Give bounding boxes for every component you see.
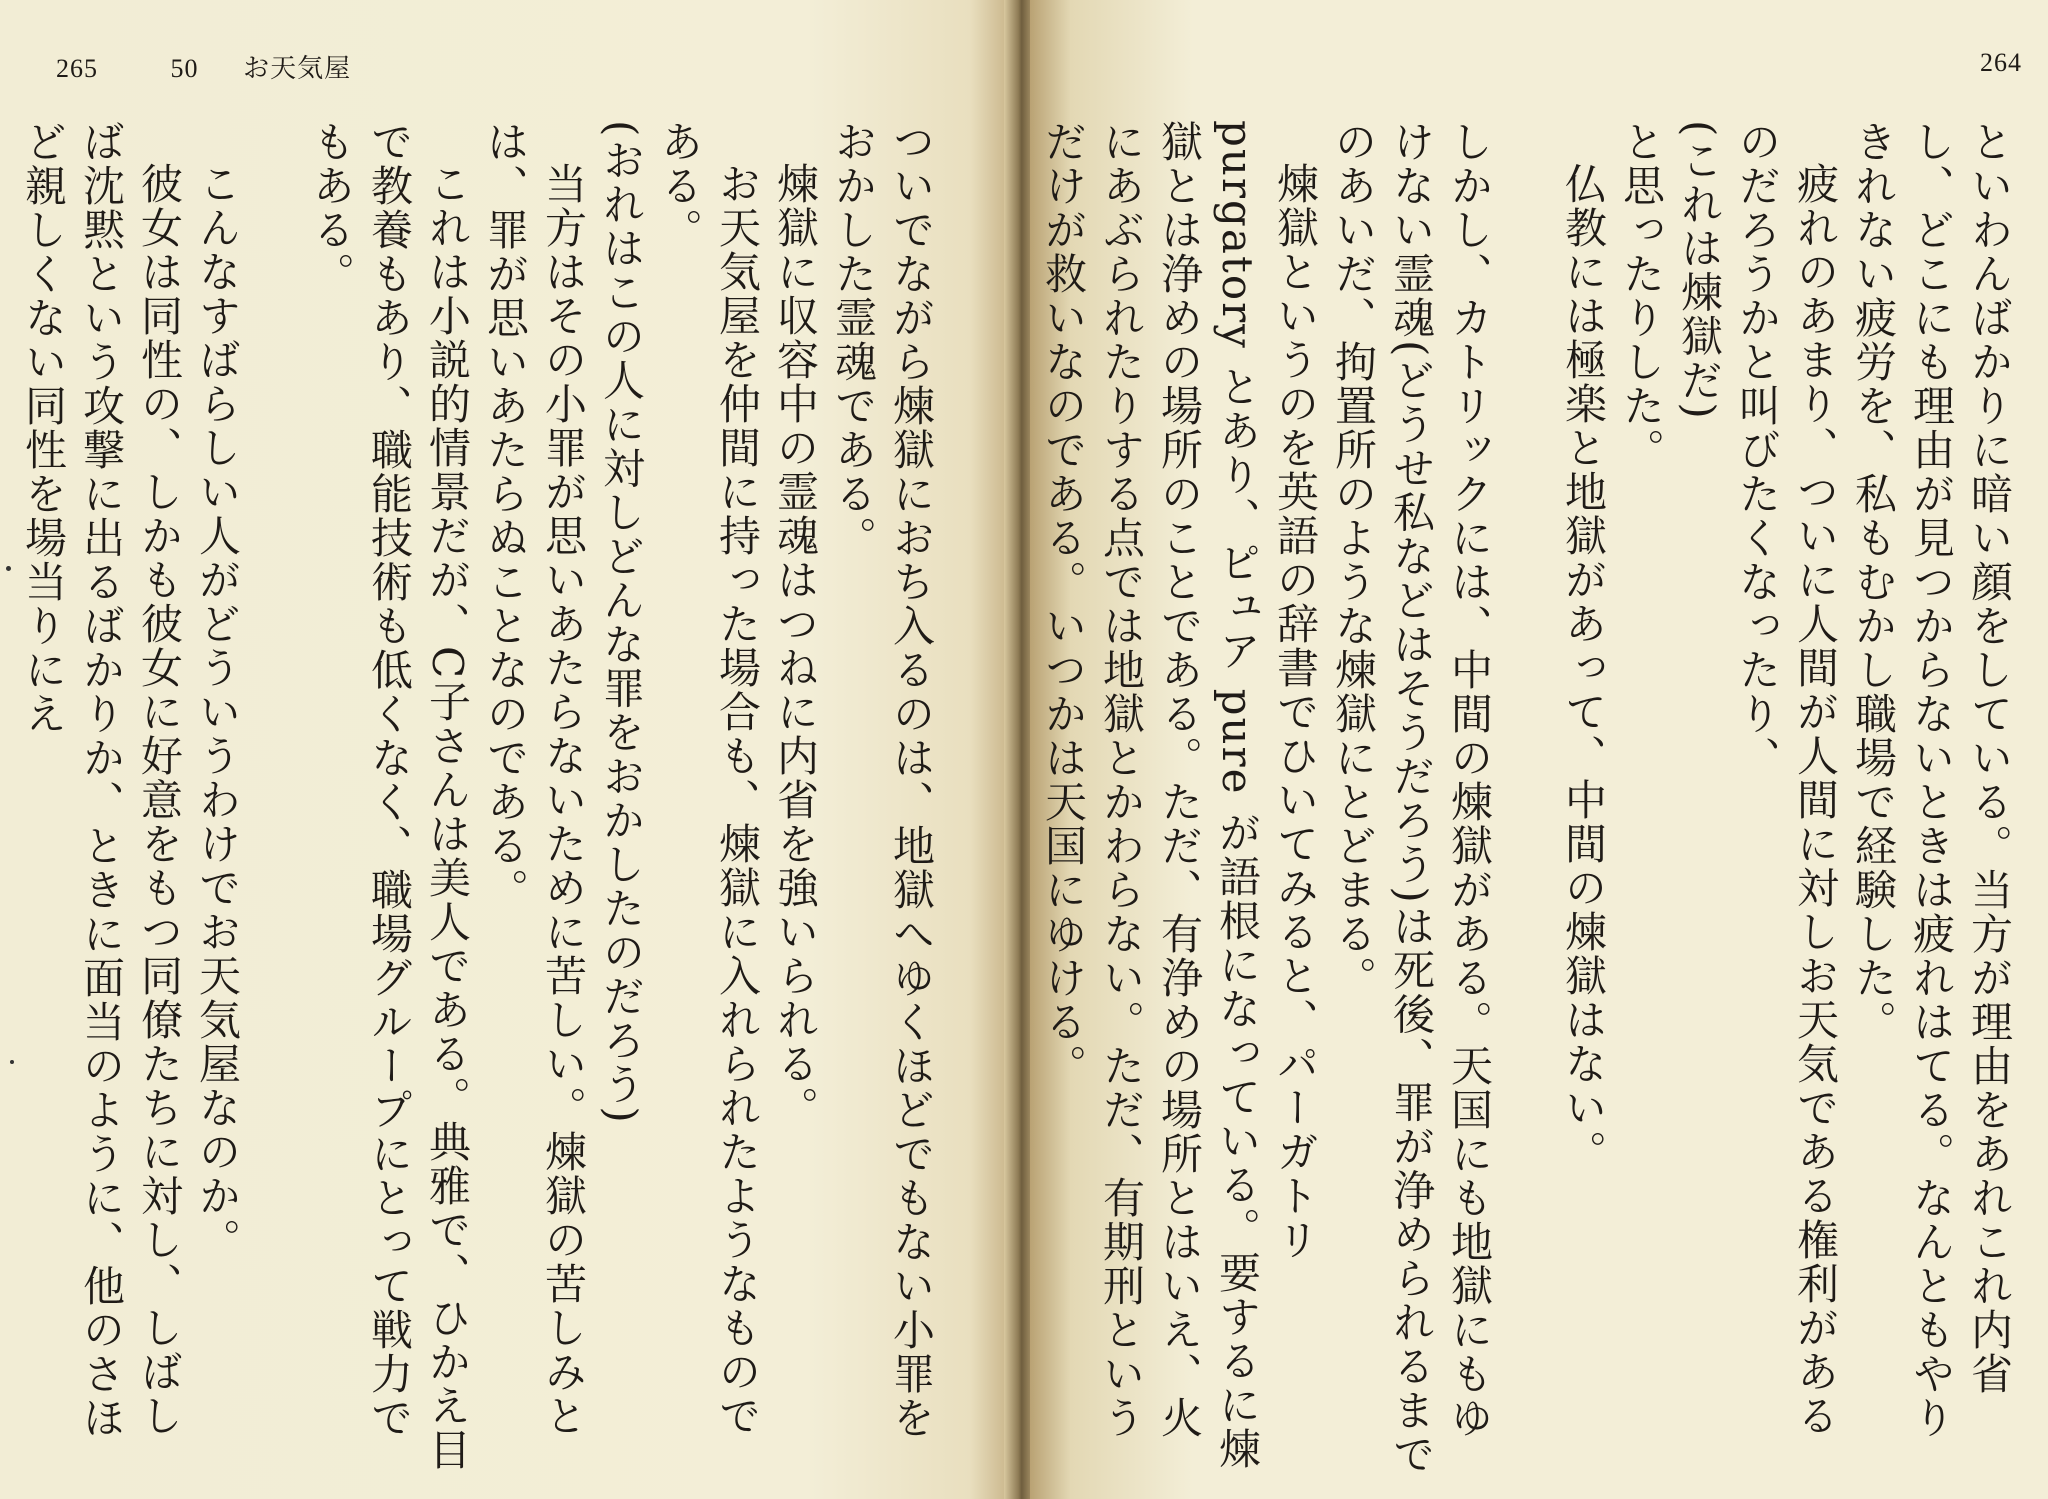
paper-speck <box>6 566 11 571</box>
paragraph: といわんばかりに暗い顔をしている。当方が理由をあれこれ内省し、どこにも理由が見つからないときは疲れはてる。なんともやりきれない疲労を、私もむかし職場で経験した。 <box>1849 120 2014 1440</box>
paragraph: (おれはこの人に対しどんな罪をおかしたのだろう) <box>597 120 646 1125</box>
right-page-header <box>1980 48 2022 78</box>
paragraph: お天気屋を仲間に持った場合も、煉獄に入れられたようなものである。 <box>655 120 762 1438</box>
paragraph: 仏教には極楽と地獄があって、中間の煉獄はない。 <box>1559 162 1608 1174</box>
left-page <box>0 0 1010 1499</box>
paragraph: 煉獄に収容中の霊魂はつねに内省を強いられる。 <box>771 162 820 1130</box>
left-page-body <box>19 120 940 1480</box>
paragraph: ついでながら煉獄におち入るのは、地獄へゆくほどでもない小罪をおかした霊魂である。 <box>829 120 936 1440</box>
paragraph: しかし、カトリックには、中間の煉獄がある。天国にも地獄にもゆけない霊魂(どうせ私などはそうだろう)は死後、罪が浄められるまでのあいだ、拘置所のような煉獄にとどまる。 <box>1329 120 1494 1477</box>
left-page-number: 265 <box>56 54 98 83</box>
paragraph: 煉獄というのを英語の辞書でひいてみると、パーガトリ purgatory とあり、ピュア pure が語根になっている。要するに煉獄とは浄めの場所のことである。ただ、有浄めの場所とはいえ、火にあぶられたりする点では地獄とかわらない。ただ、有期刑というだけが救いなのである。いつかは天国にゆける。 <box>1039 120 1320 1471</box>
chapter-title: お天気屋 <box>243 54 352 84</box>
paper-speck <box>10 1060 14 1064</box>
paragraph: 疲れのあまり、ついに人間が人間に対しお天気である権利があるのだろうかと叫びたくなったり、 <box>1733 120 1840 1438</box>
right-page-number: 264 <box>1980 48 2022 77</box>
paragraph: これは小説的情景だが、C子さんは美人である。典雅で、ひかえ目で教養もあり、職能技術も低くなく、職場グループにとって戦力でもある。 <box>307 120 472 1473</box>
paragraph: (これは煉獄だ) <box>1675 120 1724 421</box>
paragraph: こんなすばらしい人がどういうわけでお天気屋なのか。 <box>193 162 242 1262</box>
left-page-header <box>56 48 351 85</box>
right-page <box>1030 0 2048 1499</box>
right-page-body <box>1039 120 2018 1480</box>
paragraph: 当方はその小罪が思いあたらないために苦しい。煉獄の苦しみとは、罪が思いあたらぬことなのである。 <box>481 120 588 1438</box>
paragraph: 彼女は同性の、しかも彼女に好意をもつ同僚たちに対し、しばしば沈黙という攻撃に出るばかりか、ときに面当のように、他のさほど親しくない同性を場当りにえ <box>19 120 184 1440</box>
chapter-number: 50 <box>170 54 199 83</box>
paragraph: と思ったりした。 <box>1617 120 1666 472</box>
